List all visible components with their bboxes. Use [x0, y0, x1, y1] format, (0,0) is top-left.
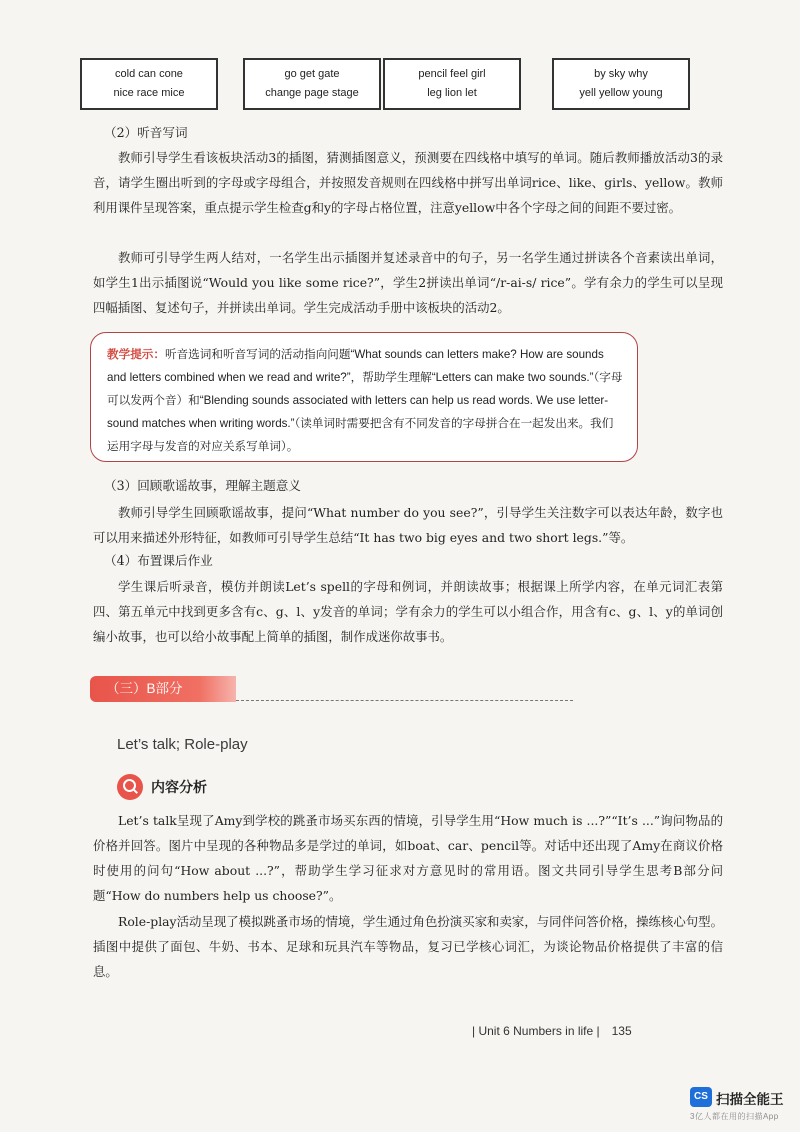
page-number: 135: [611, 1024, 632, 1038]
word-box-line: yell yellow young: [579, 87, 663, 99]
scanner-watermark: [690, 1087, 796, 1127]
content-analysis-heading: [117, 773, 207, 801]
footer-unit: | Unit 6 Numbers in life |: [472, 1024, 600, 1038]
paragraph: 教师引导学生回顾歌谣故事，提问“What number do you see?”，引导学生关注数字可以表达年龄，数字也可以用来描述外形特征，如教师可引导学生总结“It has two big eyes and two short legs.”等。: [93, 505, 723, 545]
word-box-line: change page stage: [265, 87, 359, 99]
tip-label: 教学提示：: [107, 348, 165, 361]
word-box: [383, 58, 521, 110]
word-box-line: by sky why: [594, 68, 648, 80]
section-banner-part-b: （三）B部分: [90, 676, 236, 702]
page-footer: [472, 1024, 632, 1038]
word-box-line: nice race mice: [113, 87, 185, 99]
section-heading-review-story: （3）回顾歌谣故事，理解主题意义: [104, 478, 301, 493]
word-box-line: pencil feel girl: [418, 68, 486, 80]
word-box: [552, 58, 690, 110]
magnifier-icon: [117, 774, 143, 800]
paragraph: 教师可引导学生两人结对，一名学生出示插图并复述录音中的句子，另一名学生通过拼读各个音素读出单词，如学生1出示插图说“Would you like some rice?”，学生2拼读出单词“/r-ai-s/ rice”。学有余力的学生可以呈现四幅插图、复述句子，并拼读出单词。学生完成活动手册中该板块的活动2。: [93, 250, 723, 315]
lesson-title: Let’s talk; Role-play: [117, 736, 248, 753]
word-box-line: leg lion let: [427, 87, 477, 99]
camscanner-logo-icon: CS: [690, 1087, 712, 1107]
watermark-slogan: 3亿人都在用的扫描App: [690, 1112, 779, 1121]
tip-text: 听音选词和听音写词的活动指向问题“What sounds can letters make? How are sounds and letters combined when we read and write?”，帮助学生理解“Letters can make two sounds.”（字母可以发两个音）和“Blending sounds associated with letters can help us read words. We use letter-sound matches when writing words.”（读单词时需要把含有不同发音的字母拼合在一起发出来。我们运用字母与发音的对应关系写单词）。: [107, 348, 623, 453]
paragraph: Role-play活动呈现了模拟跳蚤市场的情境，学生通过角色扮演买家和卖家，与同伴问答价格，操练核心句型。插图中提供了面包、牛奶、书本、足球和玩具汽车等物品，复习已学核心词汇，为谈论物品价格提供了丰富的信息。: [93, 914, 723, 979]
section-heading-listen-write: （2）听音写词: [104, 125, 188, 140]
paragraph: Let’s talk呈现了Amy到学校的跳蚤市场买东西的情境，引导学生用“How much is ...?”“It’s ...”询问物品的价格并回答。图片中呈现的各种物品多是学过的单词，如boat、car、pencil等。对话中还出现了Amy在商议价格时使用的问句“How about ...?”，帮助学生学习征求对方意见时的常用语。图文共同引导学生思考B部分问题“How do numbers help us choose?”。: [93, 813, 723, 903]
phonics-word-boxes: [80, 58, 720, 116]
word-box: [243, 58, 381, 110]
teaching-tip-box: [90, 332, 638, 462]
dashed-divider: [236, 700, 573, 701]
word-box-line: go get gate: [284, 68, 340, 80]
analysis-title: 内容分析: [151, 780, 207, 796]
paragraph: 学生课后听录音，模仿并朗读Let’s spell的字母和例词，并朗读故事；根据课上所学内容，在单元词汇表第四、第五单元中找到更多含有c、g、l、y发音的单词；学有余力的学生可以小组合作，用含有c、g、l、y的单词创编小故事，也可以给小故事配上简单的插图，制作成迷你故事书。: [93, 579, 723, 644]
section-heading-homework: （4）布置课后作业: [104, 553, 213, 568]
word-box-line: cold can cone: [115, 68, 183, 80]
word-box: [80, 58, 218, 110]
watermark-name: 扫描全能王: [716, 1092, 784, 1107]
paragraph: 教师引导学生看该板块活动3的插图，猜测插图意义，预测要在四线格中填写的单词。随后教师播放活动3的录音，请学生圈出听到的字母或字母组合，并按照发音规则在四线格中拼写出单词rice、like、girls、yellow。教师利用课件呈现答案，重点提示学生检查g和y的字母占格位置，注意yellow中各个字母之间的间距不要过密。: [93, 150, 723, 215]
